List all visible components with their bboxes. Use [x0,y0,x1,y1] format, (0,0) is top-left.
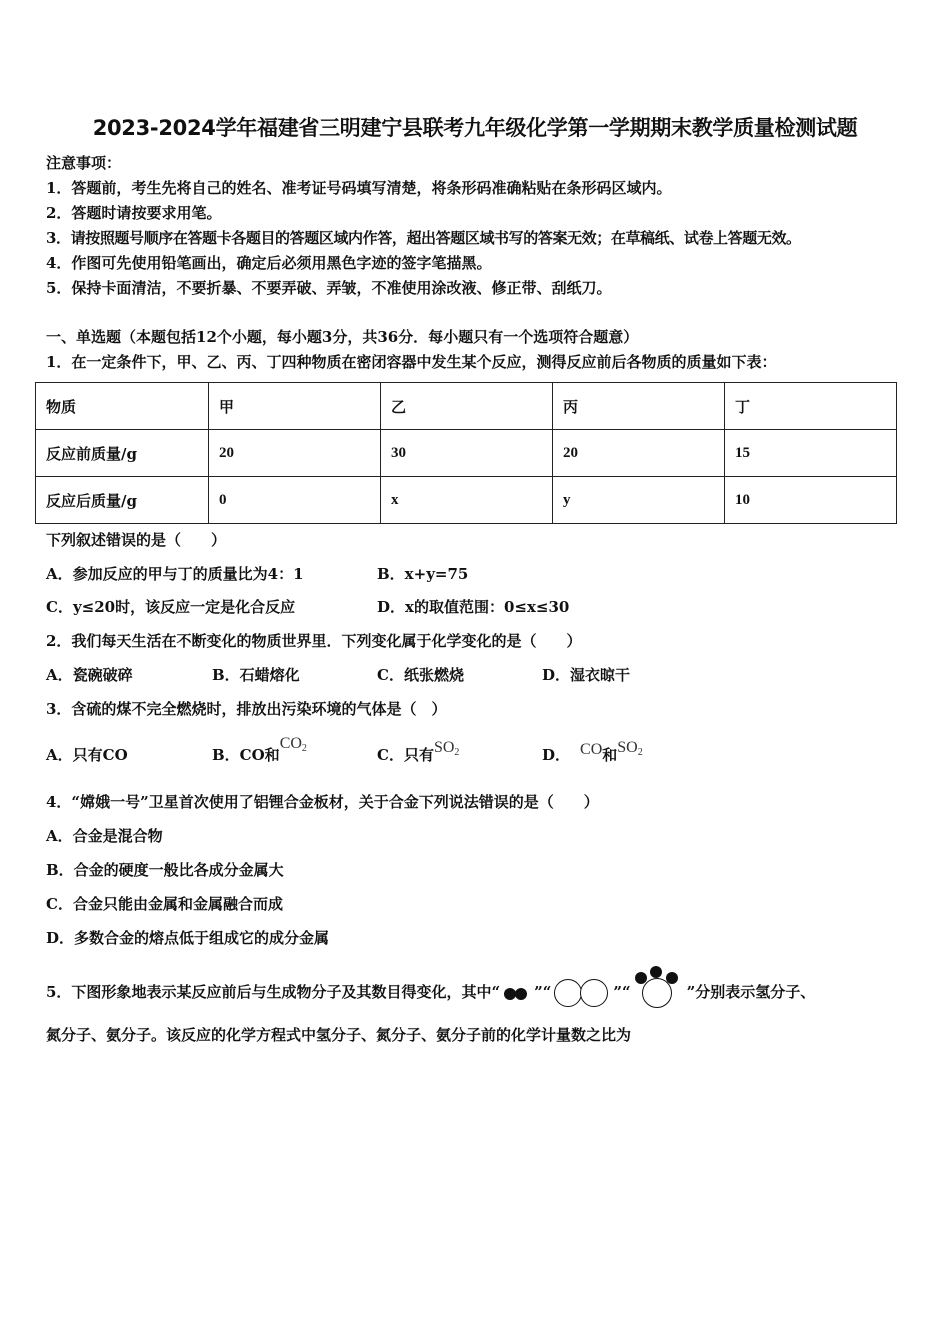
q4-option-c: C．合金只能由金属和金属融合而成 [46,895,283,913]
table-header-cell: 丁 [725,383,897,430]
notice-item: 3．请按照题号顺序在答题卡各题目的答题区域内作答，超出答题区域书写的答案无效；在草稿纸、试卷上答题无效。 [46,229,801,247]
q1-stem: 1．在一定条件下，甲、乙、丙、丁四种物质在密闭容器中发生某个反应，测得反应前后各物质的质量如下表： [46,353,777,371]
notice-item: 5．保持卡面清洁，不要折暴、不要弄破、弄皱，不准使用涂改液、修正带、刮纸刀。 [46,279,612,297]
n-atom-icon [554,979,582,1007]
q2-stem: 2．我们每天生活在不断变化的物质世界里．下列变化属于化学变化的是（ ） [46,632,582,650]
h-atom-icon [635,972,647,984]
table-cell: y [553,477,725,524]
q5-quote-sep: ”“ [534,983,552,1001]
formula-subscript: 2 [454,747,460,758]
q5-stem-line2: 氮分子、氨分子。该反应的化学方程式中氢分子、氮分子、氨分子前的化学计量数之比为 [46,1026,632,1044]
notice-heading: 注意事项： [46,154,122,172]
q5-stem [46,974,815,1012]
section-heading: 一、单选题（本题包括12个小题，每小题3分，共36分．每小题只有一个选项符合题意） [46,328,639,346]
q3-option-d-label: D． [542,746,571,764]
q1-option-d: D．x的取值范围：0≤x≤30 [377,598,570,616]
table-header-cell: 乙 [381,383,553,430]
q3-option-c-text: C．只有 [377,746,434,764]
table-cell: 20 [553,430,725,477]
formula-main: CO [279,735,302,752]
table-row [36,477,897,524]
h-atom-icon [666,972,678,984]
n-atom-icon [580,979,608,1007]
table-row [36,430,897,477]
mass-table [35,382,897,524]
q1-question: 下列叙述错误的是（ ） [46,531,227,549]
q4-stem: 4．“嫦娥一号”卫星首次使用了铝锂合金板材，关于合金下列说法错误的是（ ） [46,793,599,811]
so2-formula [617,739,642,756]
q3-option-d [542,739,643,766]
formula-main: SO [617,739,638,756]
hydrogen-molecule-icon [504,986,530,1000]
q5-text-part2: ”分别表示氢分子、 [686,983,816,1001]
page-title: 2023-2024学年福建省三明建宁县联考九年级化学第一学期期末教学质量检测试题 [92,116,858,140]
q2-option-d: D．湿衣晾干 [542,666,631,684]
nitrogen-molecule-icon [553,978,611,1008]
table-header-cell: 丙 [553,383,725,430]
table-cell: 反应前质量/g [36,430,209,477]
q5-quote-sep: ”“ [613,983,631,1001]
table-header-row [36,383,897,430]
co-formula: CO [580,741,603,758]
q2-option-a: A．瓷碗破碎 [46,666,133,684]
notice-item: 1．答题前，考生先将自己的姓名、准考证号码填写清楚，将条形码准确粘贴在条形码区域内。 [46,179,672,197]
q2-option-c: C．纸张燃烧 [377,666,464,684]
q3-option-a: A．只有CO [46,746,128,764]
q1-option-c: C．y≤20时，该反应一定是化合反应 [46,598,296,616]
q4-option-d: D．多数合金的熔点低于组成它的成分金属 [46,929,330,947]
q3-option-c [377,739,460,766]
notice-item: 2．答题时请按要求用笔。 [46,204,222,222]
table-cell: 30 [381,430,553,477]
table-cell: 20 [209,430,381,477]
q5-text-part1: 5．下图形象地表示某反应前后与生成物分子及其数目得变化，其中“ [46,983,501,1001]
table-cell: 反应后质量/g [36,477,209,524]
table-cell: 10 [725,477,897,524]
q4-option-a: A．合金是混合物 [46,827,163,845]
and-text: 和 [602,746,618,764]
table-cell: 15 [725,430,897,477]
notice-item: 4．作图可先使用铅笔画出，确定后必须用黑色字迹的签字笔描黑。 [46,254,492,272]
h-atom-icon [515,988,527,1000]
ammonia-molecule-icon [633,968,685,1006]
formula-subscript: 2 [637,747,643,758]
q2-option-b: B．石蜡熔化 [212,666,300,684]
q3-stem: 3．含硫的煤不完全燃烧时，排放出污染环境的气体是（ ） [46,700,447,718]
h-atom-icon [650,966,662,978]
formula-subscript: 2 [301,743,307,754]
q3-option-b-text: B．CO和 [212,746,280,764]
table-cell: x [381,477,553,524]
q1-option-b: B．x+y=75 [377,565,469,583]
table-header-cell: 甲 [209,383,381,430]
table-cell: 0 [209,477,381,524]
q1-option-a: A．参加反应的甲与丁的质量比为4：1 [46,565,304,583]
formula-main: SO [433,739,455,756]
table-header-cell: 物质 [36,383,209,430]
so2-formula [434,739,459,756]
q4-option-b: B．合金的硬度一般比各成分金属大 [46,861,284,879]
q3-option-b [212,735,307,766]
co2-formula [280,735,307,752]
